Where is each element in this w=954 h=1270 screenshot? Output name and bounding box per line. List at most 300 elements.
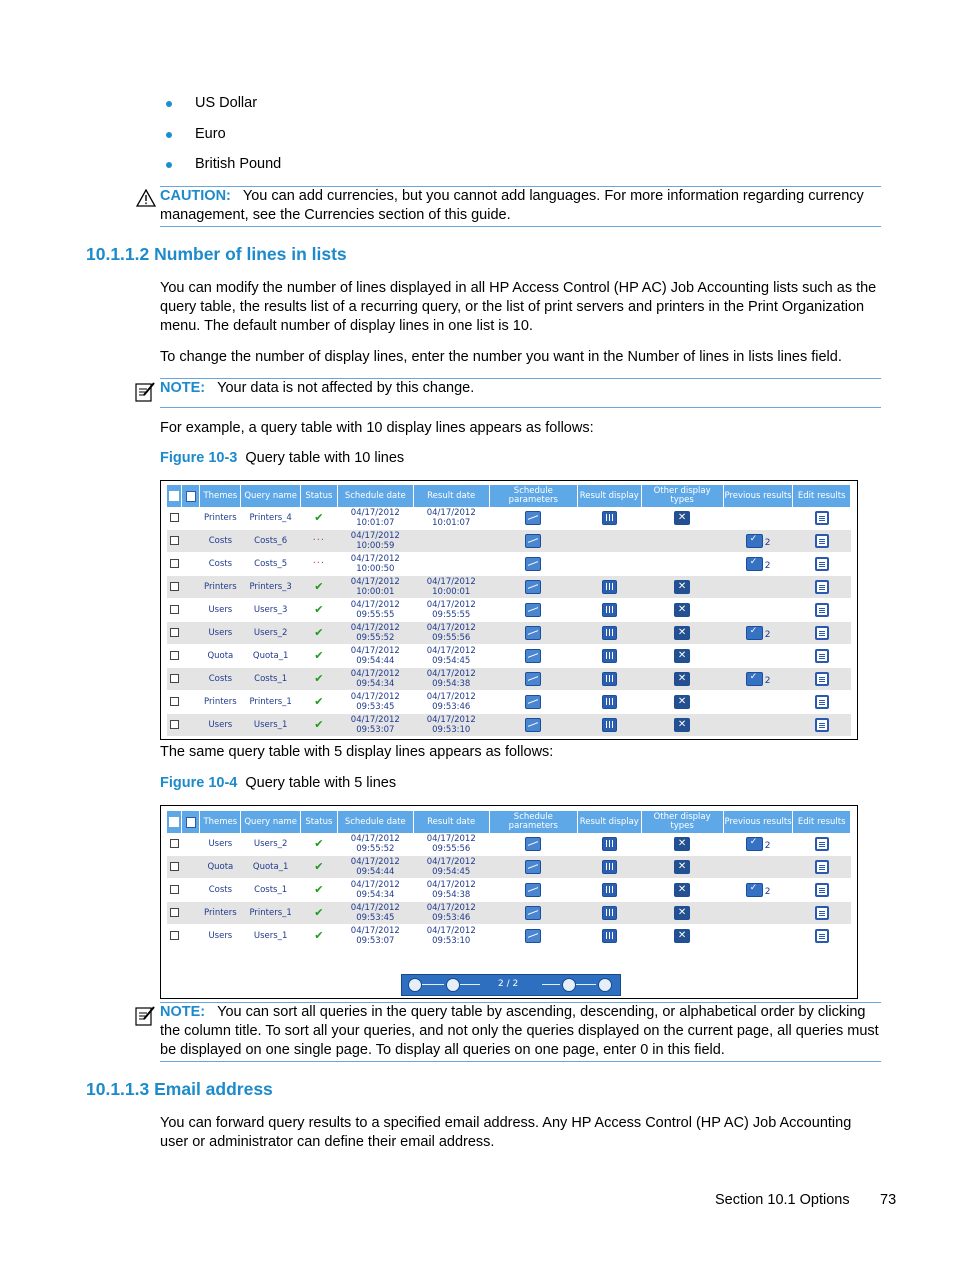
grid-icon[interactable] bbox=[602, 626, 617, 640]
schedule-date-cell bbox=[337, 668, 413, 691]
result-display-cell bbox=[577, 902, 641, 925]
check-icon: ✔ bbox=[314, 882, 324, 896]
chart-icon[interactable] bbox=[525, 718, 541, 732]
column-header[interactable]: Other display types bbox=[641, 811, 723, 833]
row-checkbox[interactable] bbox=[170, 839, 179, 848]
edit-icon[interactable] bbox=[815, 580, 829, 594]
result-date-cell bbox=[413, 925, 489, 948]
note-label: NOTE: bbox=[160, 380, 206, 396]
edit-results-cell bbox=[793, 902, 851, 925]
chart-icon[interactable] bbox=[525, 626, 541, 640]
grid-icon[interactable] bbox=[602, 672, 617, 686]
bullet-dot bbox=[166, 101, 172, 107]
edit-results-cell bbox=[793, 714, 851, 737]
time-text: 09:54:45 bbox=[432, 656, 471, 666]
status-cell bbox=[300, 553, 337, 576]
note-callout bbox=[160, 1003, 882, 1060]
column-header[interactable]: Previous results bbox=[723, 811, 793, 833]
time-text: 09:54:44 bbox=[356, 867, 395, 877]
row-select-cell bbox=[167, 902, 181, 925]
excel-icon[interactable]: ✕ bbox=[674, 860, 690, 874]
date-text: 04/17/2012 bbox=[350, 903, 400, 913]
chart-icon[interactable] bbox=[525, 906, 541, 920]
time-text: 09:53:46 bbox=[432, 913, 471, 923]
date-text: 04/17/2012 bbox=[350, 715, 400, 725]
date-text: 04/17/2012 bbox=[350, 834, 400, 844]
edit-icon[interactable] bbox=[815, 626, 829, 640]
check-icon: ✔ bbox=[314, 625, 324, 639]
select-all-checkbox[interactable] bbox=[169, 491, 179, 501]
table-row bbox=[167, 553, 851, 576]
previous-results-icon[interactable] bbox=[746, 672, 763, 686]
spacer-cell bbox=[181, 856, 199, 879]
query-name-cell: Printers_1 bbox=[241, 691, 301, 714]
row-checkbox[interactable] bbox=[170, 582, 179, 591]
time-text: 10:00:59 bbox=[356, 541, 395, 551]
excel-icon[interactable]: ✕ bbox=[674, 626, 690, 640]
currency-item: British Pound bbox=[195, 156, 282, 172]
schedule-parameters-cell bbox=[489, 576, 577, 599]
date-text: 04/17/2012 bbox=[426, 669, 476, 679]
previous-results-cell bbox=[723, 925, 793, 948]
grid-icon[interactable] bbox=[602, 603, 617, 617]
query-table bbox=[167, 485, 851, 737]
spacer-cell bbox=[181, 576, 199, 599]
currency-item: Euro bbox=[195, 126, 226, 142]
time-text: 09:53:45 bbox=[356, 702, 395, 712]
time-text: 10:01:07 bbox=[356, 518, 395, 528]
theme-cell: Users bbox=[200, 925, 241, 948]
column-header[interactable]: Previous results bbox=[723, 485, 793, 507]
note-icon bbox=[134, 1005, 156, 1027]
column-header[interactable]: Schedule date bbox=[337, 485, 413, 507]
other-display-cell bbox=[641, 902, 723, 925]
result-display-cell bbox=[577, 599, 641, 622]
result-date-cell bbox=[413, 645, 489, 668]
row-select-cell bbox=[167, 507, 181, 530]
result-date-cell bbox=[413, 553, 489, 576]
note-text: You can sort all queries in the query table by ascending, descending, or alphabetical order by clicking the column title. To sort all your queries, and not only the queries displayed on the current page, all queries must be displayed on one single page. To display all queries on one page, enter 0 in this field. bbox=[160, 1004, 879, 1058]
previous-results-count: 2 bbox=[764, 841, 771, 851]
row-checkbox[interactable] bbox=[170, 931, 179, 940]
caution-label: CAUTION: bbox=[160, 188, 231, 204]
figure-number: Figure 10-4 bbox=[160, 775, 238, 791]
excel-icon[interactable]: ✕ bbox=[674, 883, 690, 897]
edit-results-cell bbox=[793, 553, 851, 576]
other-display-cell bbox=[641, 879, 723, 902]
column-header[interactable]: Result display bbox=[577, 811, 641, 833]
check-icon: ✔ bbox=[314, 928, 324, 942]
theme-cell: Users bbox=[200, 714, 241, 737]
table-row bbox=[167, 879, 851, 902]
theme-cell: Quota bbox=[200, 645, 241, 668]
time-text: 09:54:34 bbox=[356, 679, 395, 689]
result-display-cell bbox=[577, 553, 641, 576]
column-header[interactable]: Edit results bbox=[793, 811, 851, 833]
row-select-cell bbox=[167, 925, 181, 948]
query-name-cell: Costs_1 bbox=[241, 879, 301, 902]
column-header[interactable]: Query name bbox=[241, 811, 301, 833]
excel-icon[interactable]: ✕ bbox=[674, 837, 690, 851]
time-text: 09:55:55 bbox=[432, 610, 471, 620]
previous-results-cell bbox=[723, 576, 793, 599]
previous-results-icon[interactable] bbox=[746, 837, 763, 851]
schedule-date-cell bbox=[337, 553, 413, 576]
row-checkbox[interactable] bbox=[170, 605, 179, 614]
edit-results-cell bbox=[793, 879, 851, 902]
row-checkbox[interactable] bbox=[170, 908, 179, 917]
pending-icon: ··· bbox=[312, 558, 326, 569]
result-display-cell bbox=[577, 645, 641, 668]
previous-results-count: 2 bbox=[764, 561, 771, 571]
grid-icon[interactable] bbox=[602, 649, 617, 663]
schedule-date-cell bbox=[337, 833, 413, 856]
query-table-5-lines bbox=[160, 805, 858, 999]
row-checkbox[interactable] bbox=[170, 651, 179, 660]
status-cell bbox=[300, 645, 337, 668]
edit-results-cell bbox=[793, 691, 851, 714]
delete-header[interactable] bbox=[181, 811, 199, 833]
edit-icon[interactable] bbox=[815, 672, 829, 686]
chart-icon[interactable] bbox=[525, 557, 541, 571]
result-date-cell bbox=[413, 902, 489, 925]
chart-icon[interactable] bbox=[525, 860, 541, 874]
grid-icon[interactable] bbox=[602, 580, 617, 594]
spacer-cell bbox=[181, 925, 199, 948]
column-header[interactable]: Schedule parameters bbox=[489, 485, 577, 507]
check-icon: ✔ bbox=[314, 602, 324, 616]
result-date-cell bbox=[413, 668, 489, 691]
date-text: 04/17/2012 bbox=[426, 834, 476, 844]
row-select-cell bbox=[167, 714, 181, 737]
edit-results-cell bbox=[793, 668, 851, 691]
check-icon: ✔ bbox=[314, 671, 324, 685]
excel-icon[interactable]: ✕ bbox=[674, 718, 690, 732]
date-text: 04/17/2012 bbox=[350, 646, 400, 656]
row-checkbox[interactable] bbox=[170, 536, 179, 545]
status-cell bbox=[300, 668, 337, 691]
result-date-cell bbox=[413, 507, 489, 530]
previous-results-icon[interactable] bbox=[746, 626, 763, 640]
query-table-10-lines bbox=[160, 480, 858, 740]
schedule-date-cell bbox=[337, 691, 413, 714]
row-select-cell bbox=[167, 833, 181, 856]
edit-icon[interactable] bbox=[815, 837, 829, 851]
time-text: 10:01:07 bbox=[432, 518, 471, 528]
row-select-cell bbox=[167, 691, 181, 714]
figure-caption bbox=[160, 449, 882, 468]
query-name-cell: Users_1 bbox=[241, 925, 301, 948]
status-cell bbox=[300, 691, 337, 714]
row-checkbox[interactable] bbox=[170, 559, 179, 568]
previous-results-cell bbox=[723, 879, 793, 902]
result-date-cell bbox=[413, 576, 489, 599]
table-row bbox=[167, 576, 851, 599]
query-name-cell: Printers_3 bbox=[241, 576, 301, 599]
edit-icon[interactable] bbox=[815, 649, 829, 663]
schedule-parameters-cell bbox=[489, 714, 577, 737]
time-text: 09:54:34 bbox=[356, 890, 395, 900]
check-icon: ✔ bbox=[314, 717, 324, 731]
schedule-parameters-cell bbox=[489, 622, 577, 645]
delete-header[interactable] bbox=[181, 485, 199, 507]
select-all-header[interactable] bbox=[167, 811, 181, 833]
column-header[interactable]: Themes bbox=[200, 485, 241, 507]
other-display-cell bbox=[641, 714, 723, 737]
trash-icon[interactable] bbox=[186, 491, 196, 502]
time-text: 09:53:46 bbox=[432, 702, 471, 712]
edit-icon[interactable] bbox=[815, 511, 829, 525]
trash-icon[interactable] bbox=[186, 817, 196, 828]
first-page-button[interactable] bbox=[408, 978, 422, 992]
figure-number: Figure 10-3 bbox=[160, 450, 238, 466]
column-header[interactable]: Schedule date bbox=[337, 811, 413, 833]
theme-cell: Printers bbox=[200, 507, 241, 530]
bullet-dot bbox=[166, 162, 172, 168]
status-cell bbox=[300, 902, 337, 925]
date-text: 04/17/2012 bbox=[350, 926, 400, 936]
grid-icon[interactable] bbox=[602, 718, 617, 732]
table-row bbox=[167, 507, 851, 530]
schedule-parameters-cell bbox=[489, 691, 577, 714]
theme-cell: Printers bbox=[200, 691, 241, 714]
grid-icon[interactable] bbox=[602, 929, 617, 943]
note-bottom-rule bbox=[160, 407, 881, 408]
query-name-cell: Users_2 bbox=[241, 622, 301, 645]
edit-icon[interactable] bbox=[815, 906, 829, 920]
column-header[interactable]: Schedule parameters bbox=[489, 811, 577, 833]
result-date-cell bbox=[413, 599, 489, 622]
other-display-cell bbox=[641, 553, 723, 576]
chart-icon[interactable] bbox=[525, 883, 541, 897]
row-select-cell bbox=[167, 530, 181, 553]
other-display-cell bbox=[641, 856, 723, 879]
row-checkbox[interactable] bbox=[170, 674, 179, 683]
date-text: 04/17/2012 bbox=[350, 508, 400, 518]
result-date-cell bbox=[413, 856, 489, 879]
column-header[interactable]: Edit results bbox=[793, 485, 851, 507]
previous-results-cell bbox=[723, 833, 793, 856]
date-text: 04/17/2012 bbox=[426, 880, 476, 890]
excel-icon[interactable]: ✕ bbox=[674, 603, 690, 617]
schedule-parameters-cell bbox=[489, 507, 577, 530]
status-cell bbox=[300, 879, 337, 902]
date-text: 04/17/2012 bbox=[426, 646, 476, 656]
schedule-date-cell bbox=[337, 902, 413, 925]
grid-icon[interactable] bbox=[602, 883, 617, 897]
status-cell bbox=[300, 576, 337, 599]
result-display-cell bbox=[577, 576, 641, 599]
spacer-cell bbox=[181, 668, 199, 691]
excel-icon[interactable]: ✕ bbox=[674, 649, 690, 663]
edit-icon[interactable] bbox=[815, 929, 829, 943]
schedule-parameters-cell bbox=[489, 553, 577, 576]
result-display-cell bbox=[577, 507, 641, 530]
previous-results-cell bbox=[723, 691, 793, 714]
column-header[interactable]: Result date bbox=[413, 485, 489, 507]
body-paragraph: You can modify the number of lines displayed in all HP Access Control (HP AC) Job Accounting lists such as the query table, the results list of a recurring query, or the list of print servers and printers in the Print Organization menu. The default number of display lines in one list is 10. bbox=[160, 280, 877, 334]
grid-icon[interactable] bbox=[602, 695, 617, 709]
caution-icon bbox=[136, 189, 156, 207]
grid-icon[interactable] bbox=[602, 837, 617, 851]
bullet-dot bbox=[166, 132, 172, 138]
chart-icon[interactable] bbox=[525, 603, 541, 617]
previous-results-icon[interactable] bbox=[746, 883, 763, 897]
caution-bottom-rule bbox=[160, 226, 881, 227]
result-date-cell bbox=[413, 879, 489, 902]
edit-icon[interactable] bbox=[815, 860, 829, 874]
previous-results-icon[interactable] bbox=[746, 557, 763, 571]
check-icon: ✔ bbox=[314, 905, 324, 919]
chart-icon[interactable] bbox=[525, 580, 541, 594]
table-row bbox=[167, 714, 851, 737]
time-text: 09:53:07 bbox=[356, 936, 395, 946]
previous-results-icon[interactable] bbox=[746, 534, 763, 548]
query-name-cell: Costs_1 bbox=[241, 668, 301, 691]
result-display-cell bbox=[577, 714, 641, 737]
schedule-parameters-cell bbox=[489, 879, 577, 902]
row-checkbox[interactable] bbox=[170, 862, 179, 871]
last-page-button[interactable] bbox=[598, 978, 612, 992]
date-text: 04/17/2012 bbox=[426, 508, 476, 518]
time-text: 10:00:01 bbox=[432, 587, 471, 597]
chart-icon[interactable] bbox=[525, 929, 541, 943]
spacer-cell bbox=[181, 553, 199, 576]
date-text: 04/17/2012 bbox=[350, 692, 400, 702]
time-text: 10:00:01 bbox=[356, 587, 395, 597]
edit-icon[interactable] bbox=[815, 883, 829, 897]
spacer-cell bbox=[181, 530, 199, 553]
query-name-cell: Costs_5 bbox=[241, 553, 301, 576]
edit-icon[interactable] bbox=[815, 557, 829, 571]
next-page-button[interactable] bbox=[562, 978, 576, 992]
column-header[interactable]: Other display types bbox=[641, 485, 723, 507]
schedule-parameters-cell bbox=[489, 856, 577, 879]
date-text: 04/17/2012 bbox=[350, 880, 400, 890]
previous-results-cell bbox=[723, 507, 793, 530]
grid-icon[interactable] bbox=[602, 860, 617, 874]
status-cell bbox=[300, 530, 337, 553]
select-all-header[interactable] bbox=[167, 485, 181, 507]
figure-title: Query table with 5 lines bbox=[245, 775, 397, 791]
theme-cell: Printers bbox=[200, 576, 241, 599]
schedule-date-cell bbox=[337, 856, 413, 879]
other-display-cell bbox=[641, 925, 723, 948]
chart-icon[interactable] bbox=[525, 534, 541, 548]
chart-icon[interactable] bbox=[525, 837, 541, 851]
time-text: 09:55:56 bbox=[432, 844, 471, 854]
time-text: 09:55:52 bbox=[356, 633, 395, 643]
schedule-parameters-cell bbox=[489, 668, 577, 691]
column-header[interactable]: Query name bbox=[241, 485, 301, 507]
pager-line bbox=[576, 984, 596, 985]
previous-results-count: 2 bbox=[764, 538, 771, 548]
row-checkbox[interactable] bbox=[170, 513, 179, 522]
date-text: 04/17/2012 bbox=[426, 926, 476, 936]
excel-icon[interactable]: ✕ bbox=[674, 511, 690, 525]
column-header[interactable]: Status bbox=[300, 811, 337, 833]
column-header[interactable]: Result display bbox=[577, 485, 641, 507]
grid-icon[interactable] bbox=[602, 906, 617, 920]
other-display-cell bbox=[641, 833, 723, 856]
table-row bbox=[167, 691, 851, 714]
edit-results-cell bbox=[793, 856, 851, 879]
date-text: 04/17/2012 bbox=[426, 715, 476, 725]
row-checkbox[interactable] bbox=[170, 885, 179, 894]
previous-results-cell bbox=[723, 856, 793, 879]
note-text: Your data is not affected by this change. bbox=[217, 380, 475, 396]
edit-results-cell bbox=[793, 576, 851, 599]
query-table bbox=[167, 811, 851, 948]
schedule-parameters-cell bbox=[489, 599, 577, 622]
edit-icon[interactable] bbox=[815, 695, 829, 709]
query-name-cell: Printers_4 bbox=[241, 507, 301, 530]
figure-caption bbox=[160, 774, 882, 793]
row-select-cell bbox=[167, 645, 181, 668]
date-text: 04/17/2012 bbox=[350, 600, 400, 610]
theme-cell: Users bbox=[200, 833, 241, 856]
result-display-cell bbox=[577, 925, 641, 948]
previous-results-cell bbox=[723, 622, 793, 645]
row-checkbox[interactable] bbox=[170, 628, 179, 637]
row-checkbox[interactable] bbox=[170, 720, 179, 729]
chart-icon[interactable] bbox=[525, 672, 541, 686]
spacer-cell bbox=[181, 645, 199, 668]
edit-icon[interactable] bbox=[815, 534, 829, 548]
query-name-cell: Users_2 bbox=[241, 833, 301, 856]
excel-icon[interactable]: ✕ bbox=[674, 929, 690, 943]
chart-icon[interactable] bbox=[525, 695, 541, 709]
date-text: 04/17/2012 bbox=[426, 600, 476, 610]
query-name-cell: Quota_1 bbox=[241, 645, 301, 668]
result-date-cell bbox=[413, 714, 489, 737]
check-icon: ✔ bbox=[314, 836, 324, 850]
time-text: 09:53:07 bbox=[356, 725, 395, 735]
excel-icon[interactable]: ✕ bbox=[674, 672, 690, 686]
previous-page-button[interactable] bbox=[446, 978, 460, 992]
select-all-checkbox[interactable] bbox=[169, 817, 179, 827]
section-heading: 10.1.1.3 Email address bbox=[86, 1079, 273, 1099]
excel-icon[interactable]: ✕ bbox=[674, 906, 690, 920]
row-checkbox[interactable] bbox=[170, 697, 179, 706]
time-text: 09:55:55 bbox=[356, 610, 395, 620]
time-text: 09:53:10 bbox=[432, 936, 471, 946]
excel-icon[interactable]: ✕ bbox=[674, 695, 690, 709]
edit-icon[interactable] bbox=[815, 603, 829, 617]
footer-section: Section 10.1 Options bbox=[715, 1192, 850, 1208]
query-name-cell: Printers_1 bbox=[241, 902, 301, 925]
edit-results-cell bbox=[793, 622, 851, 645]
edit-icon[interactable] bbox=[815, 718, 829, 732]
chart-icon[interactable] bbox=[525, 649, 541, 663]
time-text: 09:54:45 bbox=[432, 867, 471, 877]
other-display-cell bbox=[641, 507, 723, 530]
excel-icon[interactable]: ✕ bbox=[674, 580, 690, 594]
column-header[interactable]: Themes bbox=[200, 811, 241, 833]
chart-icon[interactable] bbox=[525, 511, 541, 525]
theme-cell: Printers bbox=[200, 902, 241, 925]
row-select-cell bbox=[167, 668, 181, 691]
edit-results-cell bbox=[793, 599, 851, 622]
column-header[interactable]: Result date bbox=[413, 811, 489, 833]
schedule-date-cell bbox=[337, 645, 413, 668]
status-cell bbox=[300, 833, 337, 856]
column-header[interactable]: Status bbox=[300, 485, 337, 507]
time-text: 10:00:50 bbox=[356, 564, 395, 574]
other-display-cell bbox=[641, 691, 723, 714]
other-display-cell bbox=[641, 576, 723, 599]
grid-icon[interactable] bbox=[602, 511, 617, 525]
